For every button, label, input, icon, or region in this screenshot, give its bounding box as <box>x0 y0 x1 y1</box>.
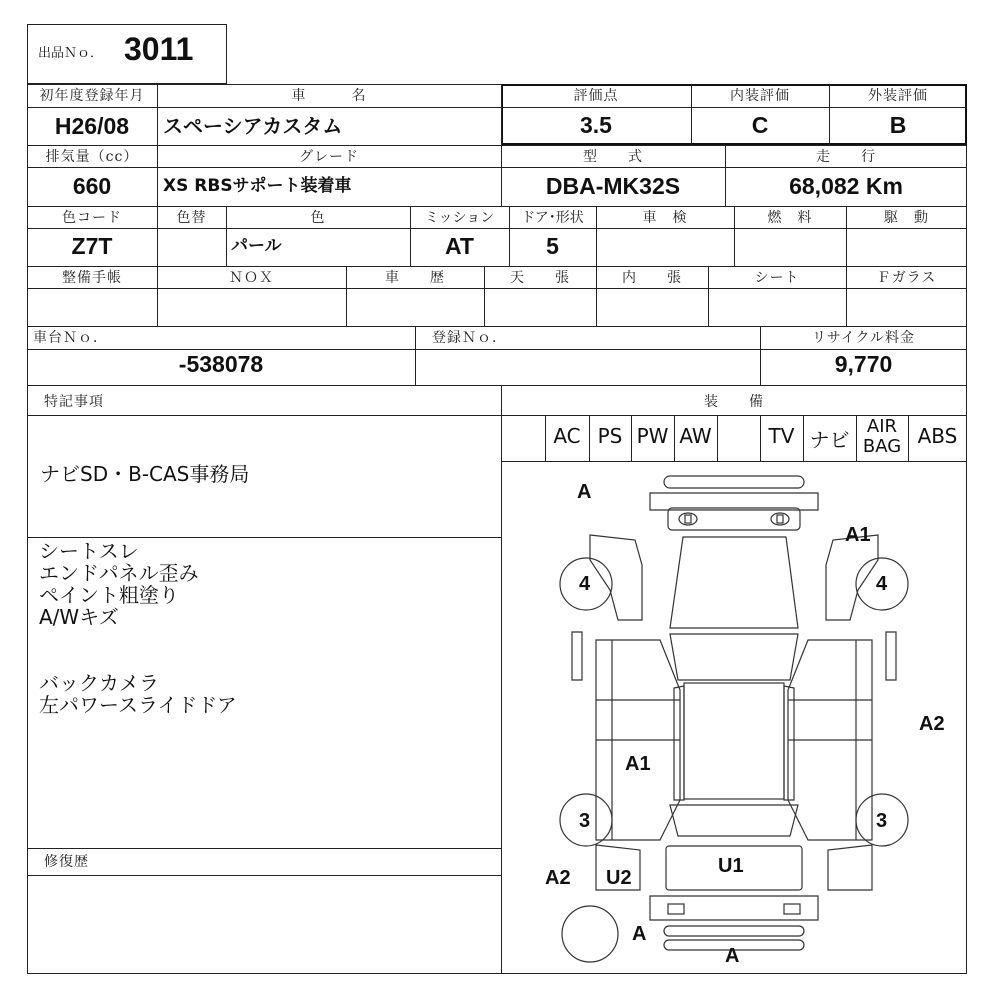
repair-history-label: 修復歴 <box>44 854 89 870</box>
mileage-value: 68,082 Km <box>789 173 903 199</box>
recycle-fee-label: リサイクル料金 <box>811 330 916 346</box>
front-glass-label: Ｆガラス <box>876 270 937 286</box>
equipment-abs: ABS <box>917 424 958 448</box>
car-name-label: 車 名 <box>291 88 367 104</box>
color-value: パール <box>231 236 282 256</box>
note-line <box>39 628 494 650</box>
chassis-number-label: 車台Ｎｏ． <box>33 330 108 346</box>
seat-label: シート <box>754 270 800 286</box>
special-notes-text: ナビSD・B-CAS事務局 <box>40 462 250 486</box>
fuel-value <box>734 229 846 266</box>
registration-number-value <box>415 349 760 385</box>
chassis-number-value: -538078 <box>178 351 264 377</box>
color-code-value: Z7T <box>71 233 113 259</box>
equipment-ps: PS <box>597 424 623 448</box>
mark-wheel-front-right: 4 <box>876 573 888 595</box>
mark-rear-left: A2 <box>545 867 571 889</box>
exterior-grade-value: B <box>889 112 907 138</box>
mileage-label: 走 行 <box>816 149 876 165</box>
mark-rear-u2: U2 <box>606 867 632 889</box>
score-label: 評価点 <box>573 88 619 104</box>
inspection-notes <box>39 540 494 716</box>
equipment-pw: PW <box>636 424 669 448</box>
color-change-value <box>157 229 226 266</box>
special-notes-label: 特記事項 <box>44 394 104 410</box>
exterior-grade-label: 外装評価 <box>868 88 928 104</box>
interior-grade-value: C <box>751 112 769 138</box>
car-name-value: スペーシアカスタム <box>163 114 343 138</box>
door-value: 5 <box>546 233 559 259</box>
interior-grade-label: 内装評価 <box>730 88 790 104</box>
vehicle-history-label: 車 歴 <box>385 270 445 286</box>
mark-rear-bumper: A <box>632 923 647 945</box>
nox-label: ＮＯＸ <box>229 270 274 286</box>
equipment-navi: ナビ <box>809 428 850 452</box>
maintenance-record-label: 整備手帳 <box>62 270 122 286</box>
mark-center: A1 <box>625 753 651 775</box>
equipment-label: 装 備 <box>704 394 764 410</box>
score-value: 3.5 <box>580 112 612 138</box>
mark-front-right: A1 <box>845 524 871 546</box>
equipment-tv: TV <box>768 424 795 448</box>
interior-trim-label: 内 張 <box>622 270 682 286</box>
note-line: ペイント粗塗り <box>39 583 179 607</box>
first-registration-label: 初年度登録年月 <box>39 88 145 104</box>
note-line: エンドパネル歪み <box>39 561 199 585</box>
color-change-label: 色替 <box>176 210 207 226</box>
model-value: DBA-MK32S <box>545 173 681 199</box>
grade-label: グレード <box>299 149 359 165</box>
mark-wheel-rear-right: 3 <box>876 810 888 832</box>
mark-tailgate: U1 <box>718 855 744 877</box>
inspection-value <box>596 229 734 266</box>
equipment-aw: AW <box>679 424 712 448</box>
equipment-ac: AC <box>553 424 581 448</box>
lot-number-label: 出品Ｎｏ． <box>38 46 104 61</box>
lot-number-box <box>27 24 227 84</box>
note-line: シートスレ <box>39 539 139 563</box>
door-label: ドア･形状 <box>521 210 584 226</box>
drive-value <box>846 229 967 266</box>
drive-label: 駆 動 <box>884 210 929 226</box>
first-registration-value: H26/08 <box>54 113 130 139</box>
note-line <box>39 650 494 672</box>
mission-value: AT <box>445 233 474 259</box>
roof-lining-label: 天 張 <box>510 270 570 286</box>
mission-label: ミッション <box>424 210 495 226</box>
registration-number-label: 登録Ｎｏ． <box>432 330 507 346</box>
mark-front: A <box>577 481 592 503</box>
mark-wheel-rear-left: 3 <box>579 810 591 832</box>
model-label: 型 式 <box>583 149 643 165</box>
recycle-fee-value: 9,770 <box>834 351 893 377</box>
note-line: バックカメラ <box>39 671 159 695</box>
displacement-value: 660 <box>72 173 112 199</box>
grade-value: XS RBSサポート装着車 <box>163 176 352 196</box>
note-line: 左パワースライドドア <box>39 693 237 717</box>
mark-rear-bottom: A <box>725 945 740 967</box>
lot-number: 3011 <box>124 31 194 67</box>
fuel-label: 燃 料 <box>767 210 813 226</box>
inspection-label: 車 検 <box>642 210 688 226</box>
equipment-airbag: AIR BAG <box>862 416 902 457</box>
car-damage-diagram <box>501 461 967 974</box>
mark-wheel-front-left: 4 <box>579 573 591 595</box>
color-code-label: 色コード <box>62 210 122 226</box>
note-line: A/Wキズ <box>39 605 119 629</box>
mark-right-side: A2 <box>919 713 945 735</box>
displacement-label: 排気量（cc） <box>45 149 139 165</box>
color-label: 色 <box>310 210 326 226</box>
